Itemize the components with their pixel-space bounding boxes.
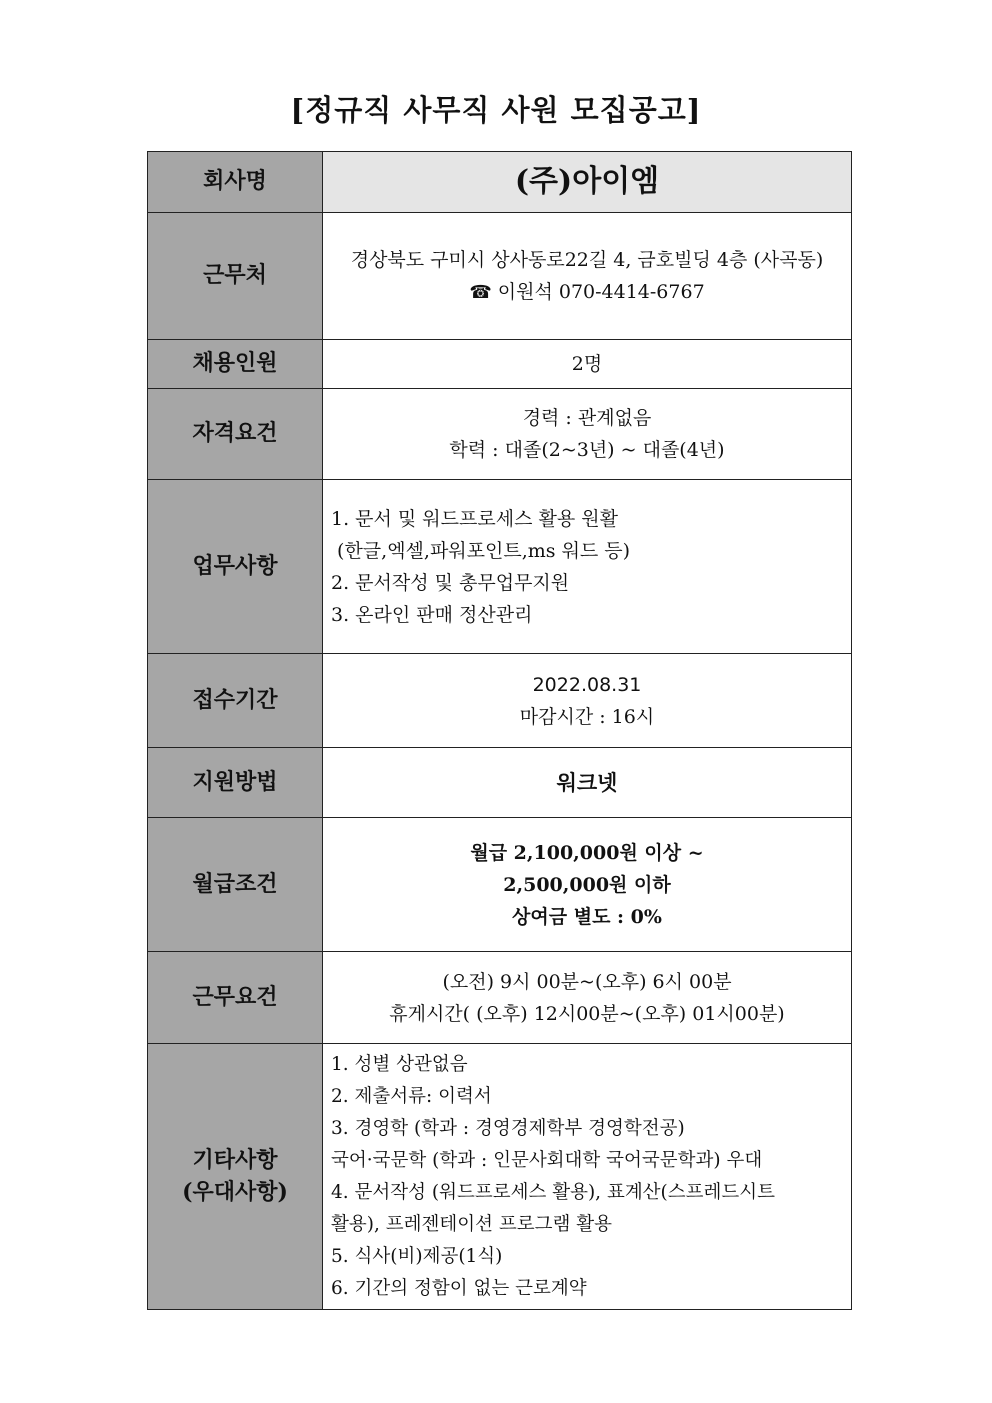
etc-line: 4. 문서작성 (워드프로세스 활용), 표계산(스프레드시트 <box>331 1181 775 1203</box>
salary-label: 월급조건 <box>148 818 323 952</box>
salary-line: 2,500,000원 이하 <box>503 873 671 896</box>
method-row <box>148 748 852 818</box>
salary-value <box>323 818 852 952</box>
period-value <box>323 654 852 748</box>
company-row <box>148 152 852 213</box>
company-name: (주)아이엠 <box>323 152 852 213</box>
duties-line: 3. 온라인 판매 정산관리 <box>331 603 533 626</box>
workplace-contact: 이원석 070-4414-6767 <box>497 280 705 303</box>
etc-line: 1. 성별 상관없음 <box>331 1053 468 1075</box>
etc-line: 6. 기간의 정함이 없는 근로계약 <box>331 1277 587 1299</box>
etc-value <box>323 1044 852 1310</box>
duties-line: (한글,엑셀,파워포인트,ms 워드 등) <box>331 539 631 562</box>
phone-icon: ☎ <box>469 281 492 303</box>
etc-label-line: 기타사항 <box>192 1146 278 1173</box>
headcount-row <box>148 340 852 389</box>
hours-value <box>323 952 852 1044</box>
salary-row <box>148 818 852 952</box>
duties-line: 2. 문서작성 및 총무업무지원 <box>331 571 570 594</box>
etc-row <box>148 1044 852 1310</box>
duties-row <box>148 480 852 654</box>
qualification-row <box>148 389 852 480</box>
etc-label-line: (우대사항) <box>182 1178 288 1205</box>
page-title: [정규직 사무직 사원 모집공고] <box>290 93 702 127</box>
period-deadline: 마감시간 : 16시 <box>519 705 655 728</box>
workplace-contact-line <box>323 276 851 309</box>
etc-line: 5. 식사(비)제공(1식) <box>331 1245 503 1267</box>
workplace-label: 근무처 <box>148 213 323 340</box>
etc-line: 국어·국문학 (학과 : 인문사회대학 국어국문학과) 우대 <box>331 1149 763 1171</box>
method-label: 지원방법 <box>148 748 323 818</box>
qualification-line: 학력 : 대졸(2~3년) ~ 대졸(4년) <box>449 439 725 461</box>
period-row <box>148 654 852 748</box>
etc-label <box>148 1044 323 1310</box>
period-label: 접수기간 <box>148 654 323 748</box>
qualification-line: 경력 : 관계없음 <box>522 407 652 429</box>
hours-label: 근무요건 <box>148 952 323 1044</box>
job-posting-table <box>147 151 852 1310</box>
duties-value <box>323 480 852 654</box>
salary-line: 월급 2,100,000원 이상 ~ <box>470 841 704 864</box>
workplace-value <box>323 213 852 340</box>
etc-line: 활용), 프레젠테이션 프로그램 활용 <box>331 1213 612 1235</box>
etc-line: 2. 제출서류: 이력서 <box>331 1085 492 1107</box>
headcount-value: 2명 <box>323 340 852 389</box>
period-date: 2022.08.31 <box>532 673 642 696</box>
duties-label: 업무사항 <box>148 480 323 654</box>
hours-line: 휴게시간( (오후) 12시00분~(오후) 01시00분) <box>389 1002 785 1025</box>
qualification-value <box>323 389 852 480</box>
headcount-label: 채용인원 <box>148 340 323 389</box>
method-value: 워크넷 <box>323 748 852 818</box>
hours-line: (오전) 9시 00분~(오후) 6시 00분 <box>442 970 732 993</box>
workplace-address: 경상북도 구미시 상사동로22길 4, 금호빌딩 4층 (사곡동) <box>350 248 824 271</box>
workplace-row <box>148 213 852 340</box>
qualification-label: 자격요건 <box>148 389 323 480</box>
company-label: 회사명 <box>148 152 323 213</box>
duties-line: 1. 문서 및 워드프로세스 활용 원활 <box>331 507 618 530</box>
hours-row <box>148 952 852 1044</box>
salary-line: 상여금 별도 : 0% <box>512 905 662 928</box>
etc-line: 3. 경영학 (학과 : 경영경제학부 경영학전공) <box>331 1117 685 1139</box>
